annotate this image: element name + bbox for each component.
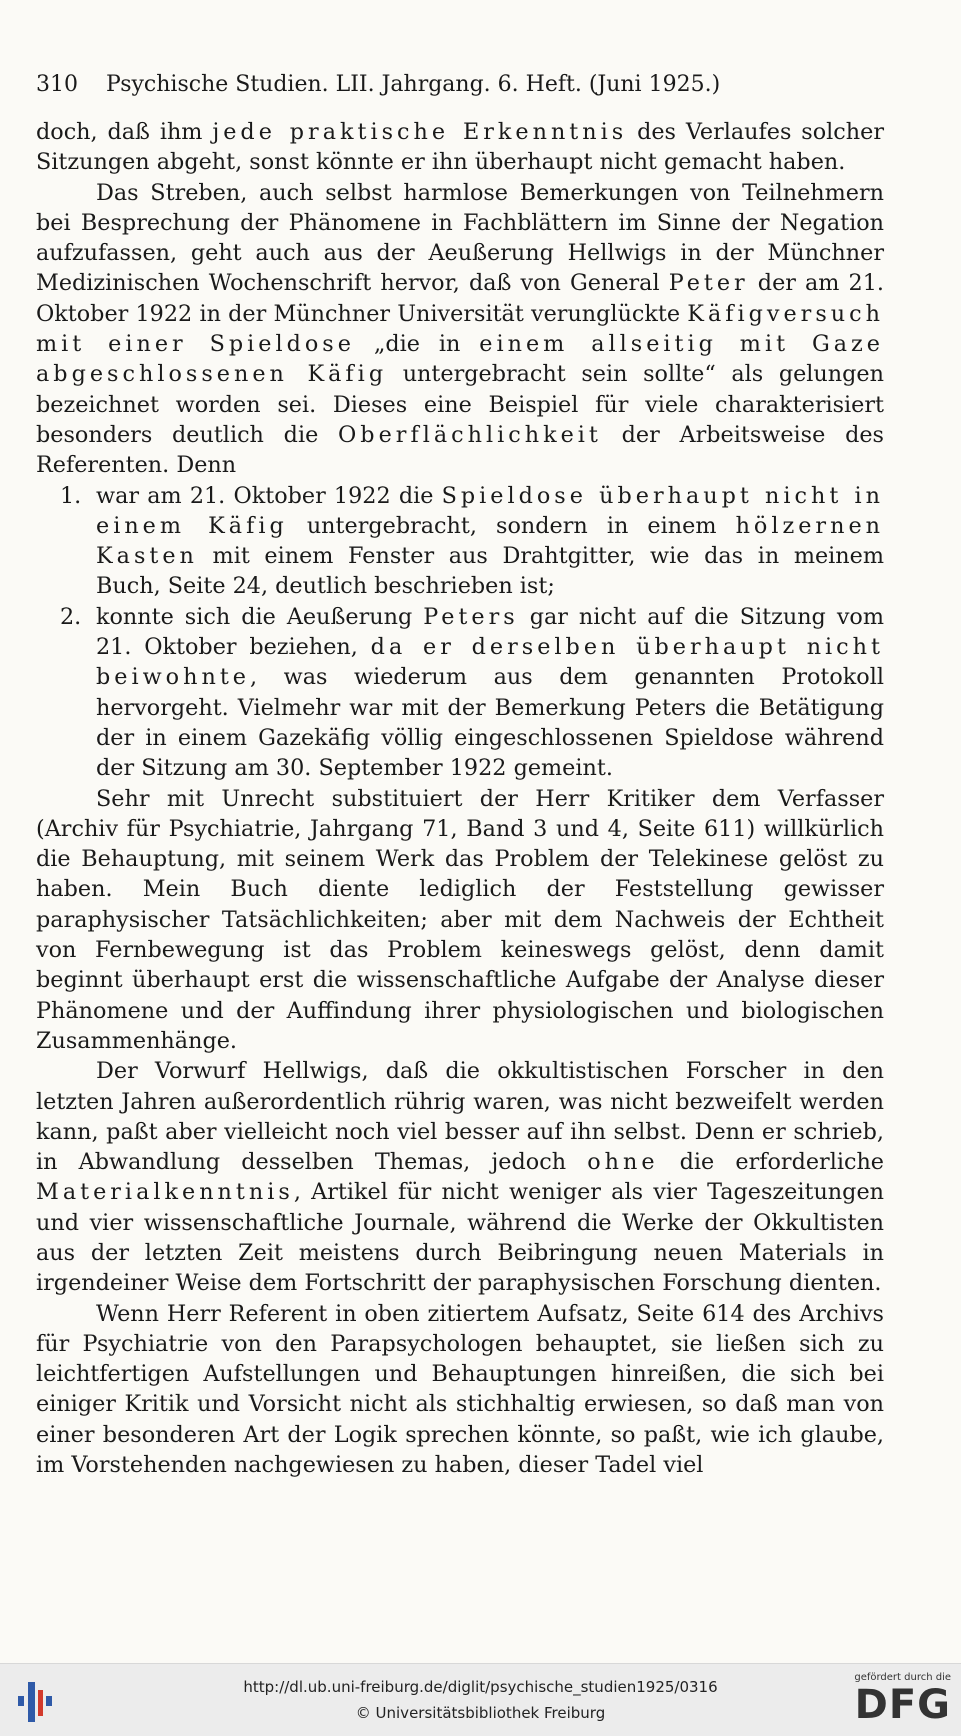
- paragraph-1: doch, daß ihm jede praktische Erkenntnis des Verlaufes solcher Sitzungen abgeht, sonst könnte er ihn überhaupt nicht gemacht haben.: [36, 119, 884, 176]
- paragraph-2: Das Streben, auch selbst harmlose Bemerkungen von Teilnehmern bei Besprechung der Phänomene in Fachblättern im Sinne der Negation aufzufassen, geht auch aus der Aeußerung Hellwigs in der Münchner Medizinischen Wochenschrift hervor, daß von General Peter der am 21. Oktober 1922 in der Münchner Universität verunglückte Käfigversuch mit einer Spieldose „die in einem allseitig mit Gaze abgeschlossenen Käfig untergebracht sein sollte“ als gelungen bezeichnet worden sei. Dieses eine Beispiel für viele charakterisiert besonders deutlich die Oberflächlichkeit der Arbeitsweise des Referenten. Denn: [36, 179, 884, 479]
- paragraph-4: Der Vorwurf Hellwigs, daß die okkultistischen Forscher in den letzten Jahren außerordentlich rührig waren, was nicht bezweifelt werden kann, paßt aber vielleicht noch viel besser auf ihn selbst. Denn er schrieb, in Abwandlung desselben Themas, jedoch ohne die erforderliche Materialkenntnis, Artikel für nicht weniger als vier Tageszeitungen und vier wissenschaftliche Journale, während die Werke der Okkultisten aus der letzten Zeit meistens durch Beibringung neuen Materials in irgendeiner Weise dem Fortschritt der paraphysischen Forschung dienten.: [36, 1058, 884, 1297]
- spaced-emphasis: Spieldose überhaupt nicht in einem Käfig: [96, 482, 884, 539]
- spaced-emphasis: jede praktische Erkenntnis: [212, 119, 628, 145]
- spaced-emphasis: Peters: [423, 603, 519, 630]
- list-item-text: konnte sich die Aeußerung Peters gar nicht auf die Sitzung vom 21. Oktober beziehen, da er derselben überhaupt nicht beiwohnte, was wiederum aus dem genannten Protokoll hervorgeht. Vielmehr war mit der Bemerkung Peters die Betätigung der in einem Gazekäfig völlig eingeschlossenen Spieldose während der Sitzung am 30. September 1922 gemeint.: [96, 603, 884, 782]
- viewer-footer: [0, 1663, 961, 1736]
- document-url-link[interactable]: http://dl.ub.uni-freiburg.de/diglit/psychische_studien1925/0316: [243, 1678, 718, 1696]
- spaced-emphasis: Peter: [668, 270, 749, 297]
- list-number: 1.: [60, 482, 82, 509]
- spaced-emphasis: hölzernen Kasten: [96, 512, 884, 570]
- dfg-logo-text: DFG: [854, 1682, 951, 1728]
- numbered-list: [36, 481, 884, 784]
- paragraph-3: Sehr mit Unrecht substituiert der Herr Kritiker dem Verfasser (Archiv für Psychiatrie, Jahrgang 71, Band 3 und 4, Seite 611) willkürlich die Behauptung, mit seinem Werk das Problem der Telekinese gelöst zu haben. Mein Buch diente lediglich der Feststellung gewisser paraphysischer Tatsächlichkeiten; aber mit dem Nachweis der Echtheit von Fernbewegung ist das Problem keineswegs gelöst, denn damit beginnt überhaupt erst die wissenschaftliche Aufgabe der Analyse dieser Phänomene und der Auffindung ihrer physiologischen und biologischen Zusammenhänge.: [36, 785, 884, 1054]
- copyright-notice: © Universitätsbibliothek Freiburg: [355, 1704, 606, 1722]
- running-title: Psychische Studien. LII. Jahrgang. 6. Heft. (Juni 1925.): [106, 72, 721, 97]
- spaced-emphasis: da er derselben überhaupt nicht beiwohnte: [96, 634, 884, 691]
- paragraph-5: Wenn Herr Referent in oben zitiertem Aufsatz, Seite 614 des Archivs für Psychiatrie von den Parapsychologen behauptet, sie ließen sich zu leichtfertigen Aufstellungen und Behauptungen hinreißen, die sich bei einiger Kritik und Vorsicht nicht als stichhaltig erwiesen, so daß man von einer besonderen Art der Logik sprechen könnte, so paßt, wie ich glaube, im Vorstehenden nachgewiesen zu haben, dieser Tadel viel: [36, 1300, 884, 1479]
- spaced-emphasis: Oberflächlichkeit: [338, 421, 602, 448]
- dfg-logo: [847, 1672, 951, 1727]
- list-item: [60, 481, 884, 602]
- body-text: [36, 117, 884, 1480]
- running-header: [36, 70, 886, 100]
- list-item-text: war am 21. Oktober 1922 die Spieldose überhaupt nicht in einem Käfig untergebracht, sondern in einem hölzernen Kasten mit einem Fenster aus Drahtgitter, wie das in meinem Buch, Seite 24, deutlich beschrieben ist;: [96, 482, 884, 600]
- spaced-emphasis: Käfigversuch mit einer Spieldose: [36, 300, 884, 358]
- spaced-emphasis: einem allseitig mit Gaze abgeschlossenen Käfig: [36, 331, 884, 388]
- spaced-emphasis: Materialkenntnis: [36, 1179, 294, 1206]
- list-item: [60, 602, 884, 784]
- spaced-emphasis: ohne: [587, 1149, 659, 1176]
- page-number: 310: [36, 72, 78, 97]
- list-number: 2.: [60, 603, 82, 630]
- dfg-funded-label: gefördert durch die: [854, 1672, 951, 1683]
